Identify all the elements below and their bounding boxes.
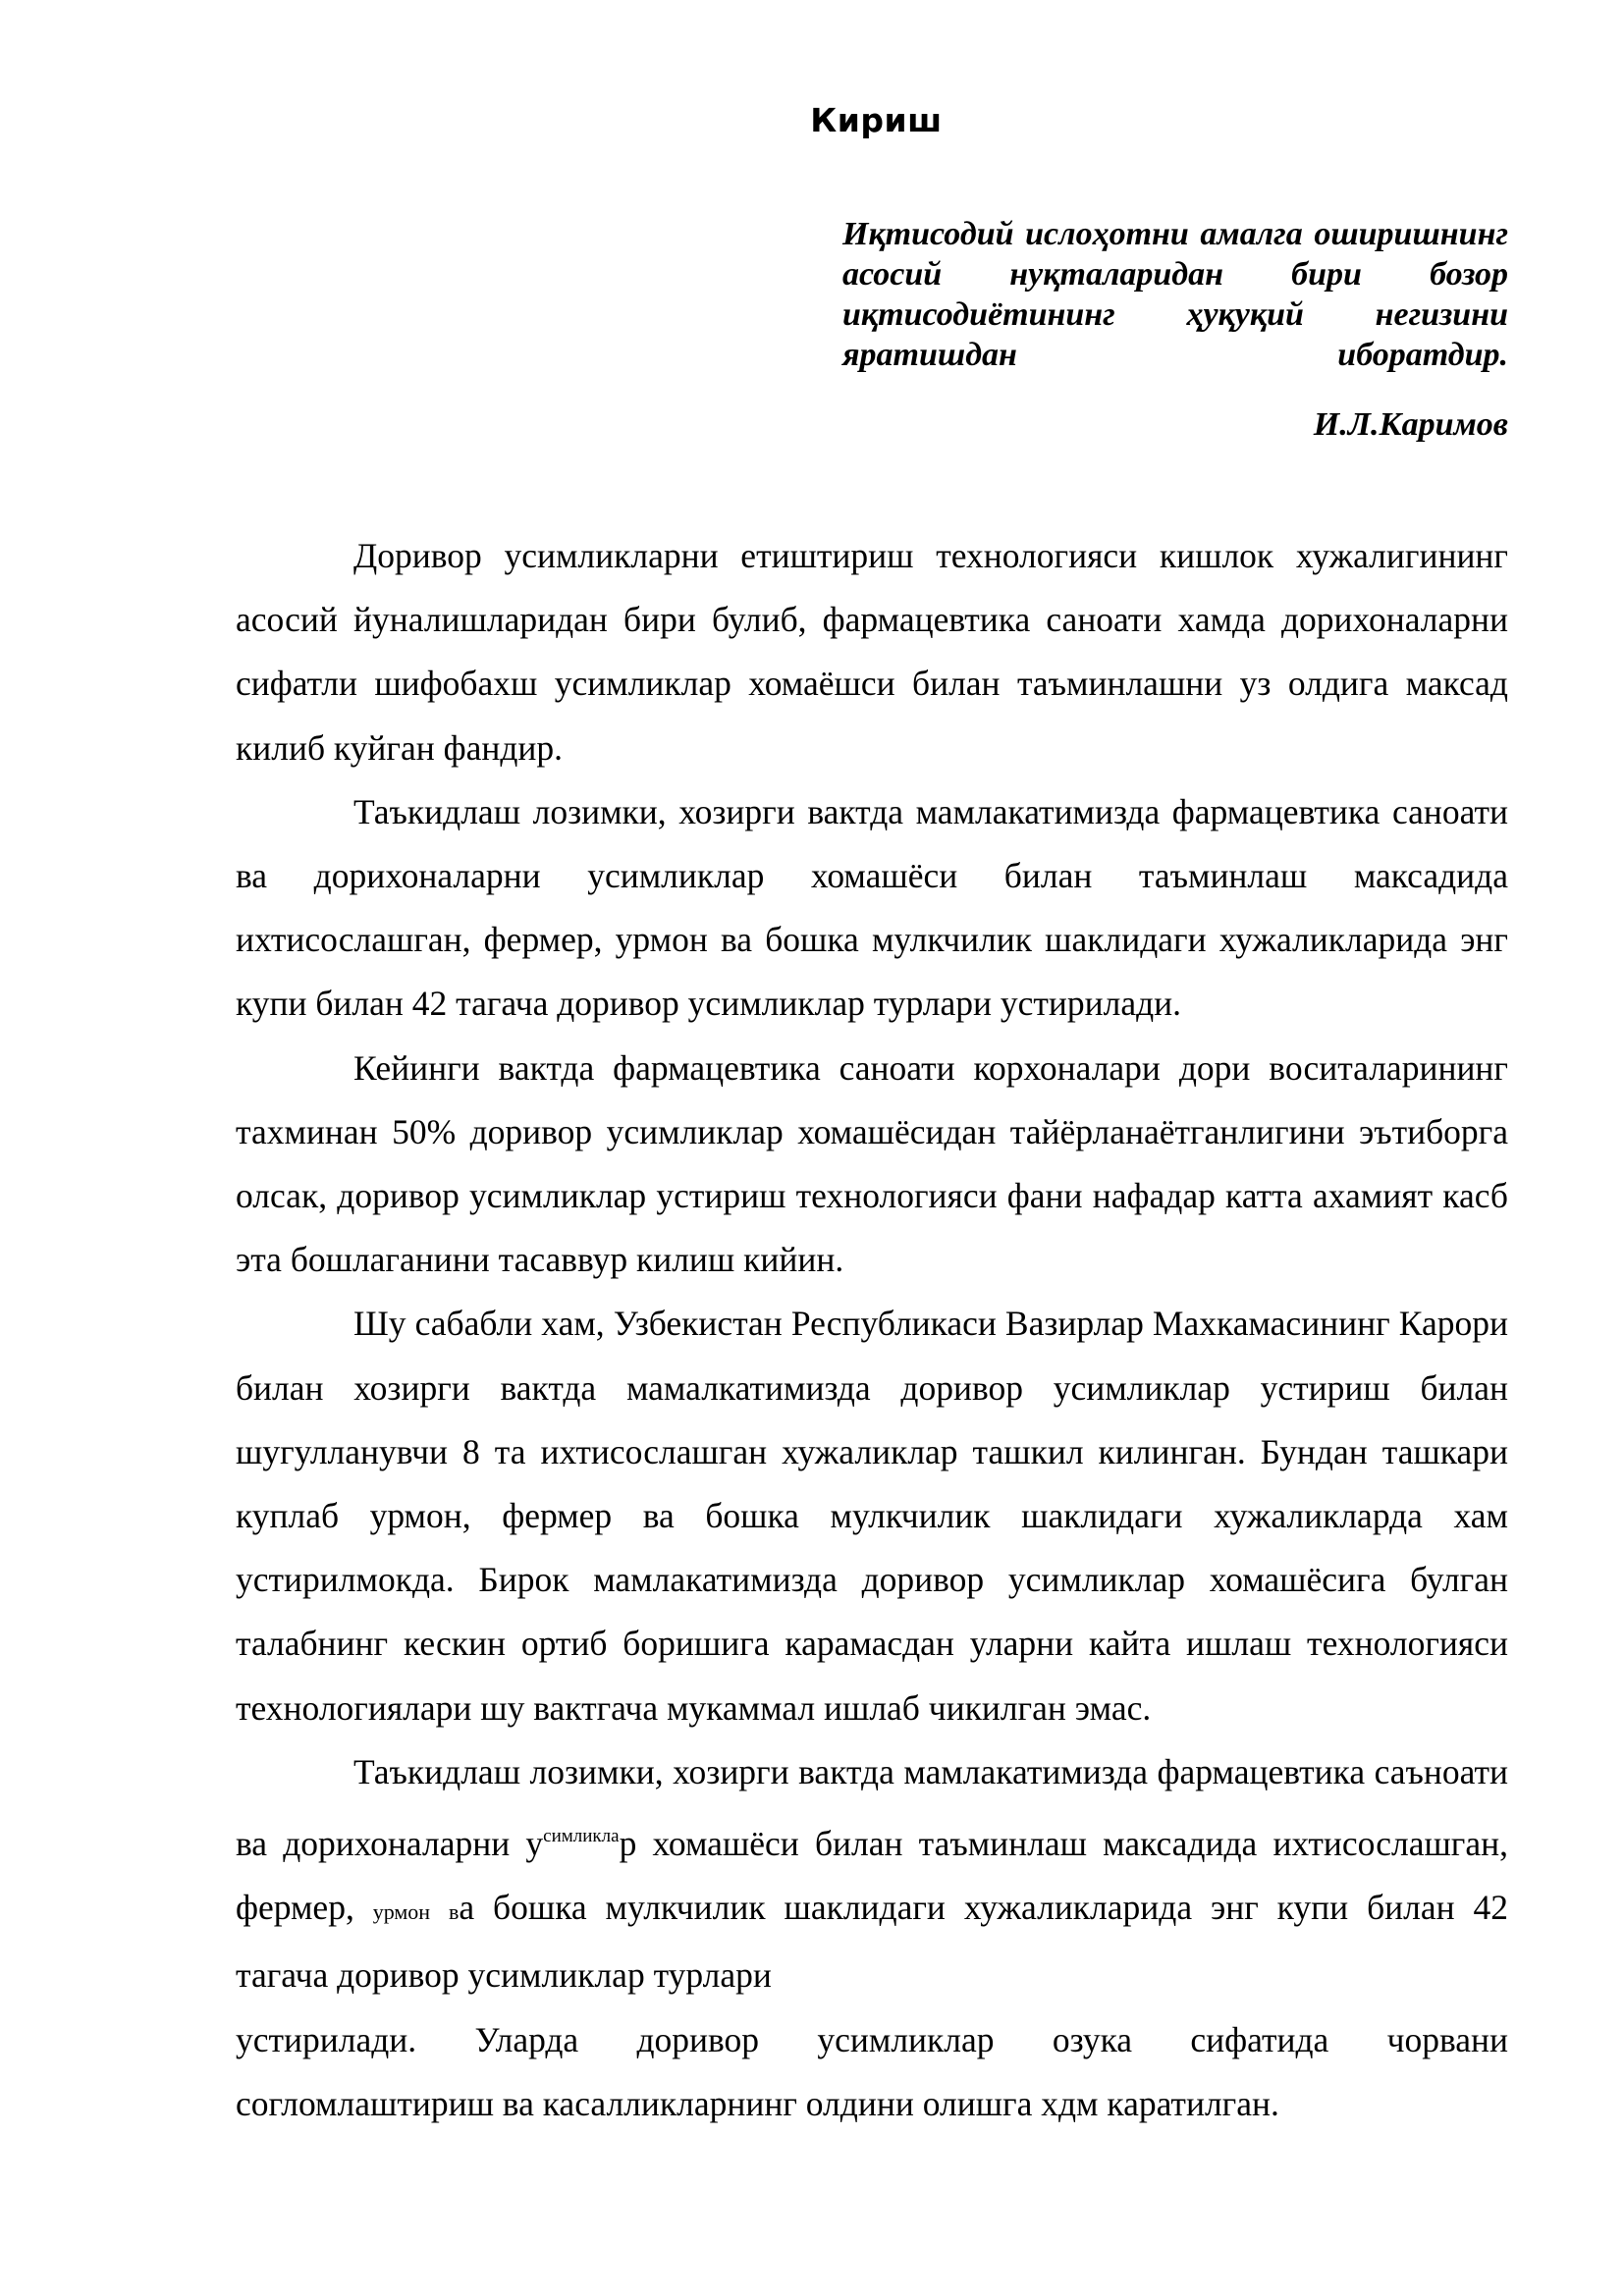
paragraph-5-text-c xyxy=(430,1888,449,1927)
paragraph-5-text-b: р хомашёси билан таъминлаш максадида ихтисослашган, фермер, xyxy=(236,1824,1508,1928)
epigraph-author: И.Л.Каримов xyxy=(1313,406,1508,443)
paragraph-5-small-text-a: урмон xyxy=(372,1899,431,1925)
paragraph-5-continued-line-2: согломлаштириш ва касалликларнинг олдини олишга хдм каратилган. xyxy=(236,2083,1279,2123)
paragraph-5-superscript: симликла xyxy=(543,1826,620,1847)
page-title: Кириш xyxy=(810,101,943,139)
body-text xyxy=(236,524,1508,2136)
paragraph-5-small-text-b: в xyxy=(449,1899,460,1925)
paragraph-5-text-a: Таъкидлаш лозимки, хозирги вактда мамлакатимизда фармацевтика саъноати ва дорихоналарни у xyxy=(236,1751,1508,1864)
paragraph-1: Доривор усимликларни етиштириш технологияси кишлок хужалигининг асосий йуналишларидан бири булиб, фармацевтика саноати хамда дорихоналарни сифатли шифобахш усимликлар хомаёшси билан таъминлашни уз олдига максад килиб куйган фандир. xyxy=(236,536,1508,768)
paragraph-5-text-d: а бошка мулкчилик шаклидаги хужаликларида энг купи билан 42 тагача доривор усимликлар турлари xyxy=(236,1888,1509,1996)
paragraph-3: Кейинги вактда фармацевтика саноати корхоналари дори воситаларининг тахминан 50% доривор усимликлар хомашёсидан тайёрланаётганлигини эътиборга олсак, доривор усимликлар устириш технологияси фани нафадар катта ахамият касб эта бошлаганини тасаввур килиш кийин. xyxy=(236,1047,1508,1280)
paragraph-5-continued-line-1: устирилади. Уларда доривор усимликлар озука сифатида чорвани xyxy=(236,2019,1508,2059)
paragraph-2: Таъкидлаш лозимки, хозирги вактда мамлакатимизда фармацевтика саноати ва дорихоналарни усимликлар хомашёси билан таъминлаш максадида ихтисослашган, фермер, урмон ва бошка мулкчилик шаклидаги хужаликларида энг купи билан 42 тагача доривор усимликлар турлари устирилади. xyxy=(236,791,1508,1024)
paragraph-5 xyxy=(236,1740,1508,2008)
paragraph-4: Шу сабабли хам, Узбекистан Республикаси Вазирлар Махкамасининг Карори билан хозирги вактда мамалкатимизда доривор усимликлар устириш билан шугулланувчи 8 та ихтисослашган хужаликлар ташкил килинган. Бундан ташкари куплаб урмон, фермер ва бошка мулкчилик шаклидаги хужаликларда хам устирилмокда. Бирок мамлакатимизда доривор усимликлар хомашёсига булган талабнинг кескин ортиб боришига карамасдан уларни кайта ишлаш технологияси технологиялари шу вактгача мукаммал ишлаб чикилган эмас. xyxy=(236,1304,1508,1728)
epigraph-quote: Иқтисодий ислоҳотни амалга оширишнинг асосий нуқталаридан бири бозор иқтисодиётининг ҳуқуқий негизини яратишдан иборатдир. xyxy=(842,216,1508,373)
